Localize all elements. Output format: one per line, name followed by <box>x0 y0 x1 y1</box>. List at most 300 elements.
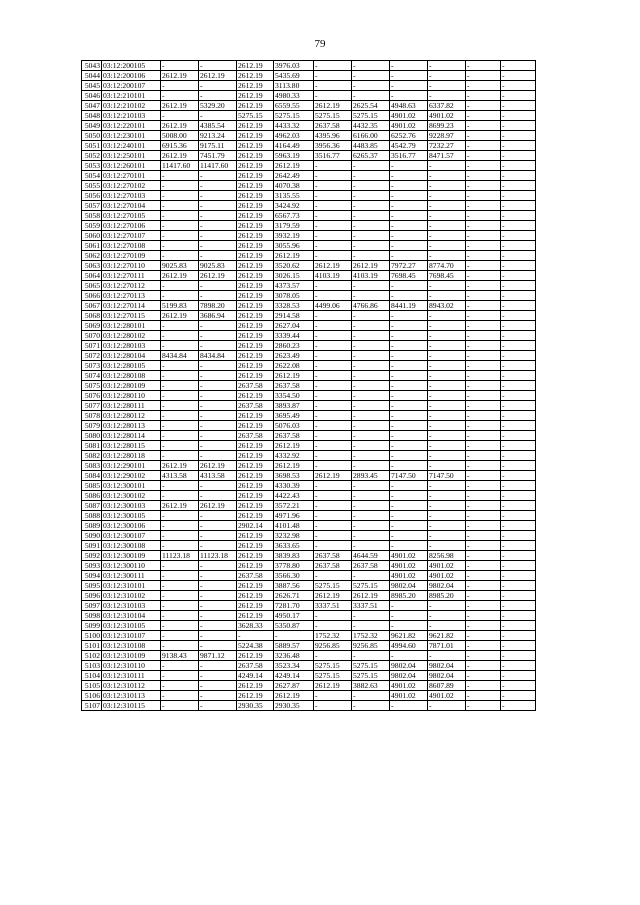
value-cell: - <box>466 181 501 191</box>
value-cell: - <box>501 551 536 561</box>
value-cell: 9228.97 <box>428 131 466 141</box>
table-row <box>82 91 536 101</box>
value-cell: - <box>314 181 352 191</box>
value-cell: 2612.19 <box>237 351 274 361</box>
value-cell: - <box>466 671 501 681</box>
value-cell: 7281.70 <box>274 601 314 611</box>
value-cell: - <box>428 491 466 501</box>
value-cell: - <box>314 91 352 101</box>
row-id-cell: 5083 <box>82 461 102 471</box>
value-cell: - <box>428 161 466 171</box>
table-row <box>82 481 536 491</box>
value-cell: - <box>428 521 466 531</box>
value-cell: - <box>390 611 428 621</box>
value-cell: - <box>314 321 352 331</box>
value-cell: 3566.30 <box>274 571 314 581</box>
value-cell: 4901.02 <box>390 691 428 701</box>
value-cell: 2612.19 <box>274 371 314 381</box>
value-cell: 2612.19 <box>237 361 274 371</box>
value-cell: - <box>466 441 501 451</box>
table-row <box>82 611 536 621</box>
value-cell: 2612.19 <box>314 681 352 691</box>
value-cell: - <box>390 411 428 421</box>
value-cell: - <box>352 351 390 361</box>
value-cell: 3976.03 <box>274 61 314 71</box>
row-id-cell: 5073 <box>82 361 102 371</box>
value-cell: - <box>501 691 536 701</box>
table-row <box>82 691 536 701</box>
table-row <box>82 591 536 601</box>
value-cell: - <box>390 81 428 91</box>
value-cell: 2612.19 <box>161 151 199 161</box>
table-row <box>82 141 536 151</box>
value-cell: - <box>501 531 536 541</box>
value-cell: - <box>352 391 390 401</box>
value-cell: - <box>314 411 352 421</box>
table-row <box>82 171 536 181</box>
code-cell: 03:12:300103 <box>102 501 161 511</box>
code-cell: 03:12:280112 <box>102 411 161 421</box>
table-row <box>82 571 536 581</box>
value-cell: - <box>466 431 501 441</box>
value-cell: - <box>390 91 428 101</box>
value-cell: 2622.08 <box>274 361 314 371</box>
table-row <box>82 431 536 441</box>
value-cell: 11123.18 <box>161 551 199 561</box>
value-cell: 7871.01 <box>428 641 466 651</box>
value-cell: - <box>314 501 352 511</box>
value-cell: - <box>352 71 390 81</box>
value-cell: - <box>352 491 390 501</box>
value-cell: - <box>314 651 352 661</box>
value-cell: - <box>390 221 428 231</box>
value-cell: - <box>199 221 237 231</box>
value-cell: - <box>352 611 390 621</box>
code-cell: 03:12:280104 <box>102 351 161 361</box>
value-cell: - <box>428 611 466 621</box>
value-cell: - <box>501 291 536 301</box>
code-cell: 03:12:300108 <box>102 541 161 551</box>
value-cell: - <box>466 491 501 501</box>
value-cell: - <box>161 641 199 651</box>
code-cell: 03:12:200107 <box>102 81 161 91</box>
row-id-cell: 5064 <box>82 271 102 281</box>
value-cell: - <box>428 371 466 381</box>
value-cell: 7698.45 <box>390 271 428 281</box>
value-cell: 8985.20 <box>390 591 428 601</box>
value-cell: - <box>428 541 466 551</box>
value-cell: - <box>501 431 536 441</box>
value-cell: - <box>501 281 536 291</box>
value-cell: 4422.43 <box>274 491 314 501</box>
value-cell: 2612.19 <box>237 271 274 281</box>
code-cell: 03:12:270110 <box>102 261 161 271</box>
value-cell: - <box>501 241 536 251</box>
value-cell: - <box>161 431 199 441</box>
value-cell: 3932.19 <box>274 231 314 241</box>
table-row <box>82 551 536 561</box>
value-cell: - <box>501 391 536 401</box>
code-cell: 03:12:310110 <box>102 661 161 671</box>
row-id-cell: 5063 <box>82 261 102 271</box>
value-cell: - <box>352 91 390 101</box>
value-cell: - <box>352 221 390 231</box>
value-cell: - <box>501 481 536 491</box>
code-cell: 03:12:300109 <box>102 551 161 561</box>
table-row <box>82 201 536 211</box>
row-id-cell: 5061 <box>82 241 102 251</box>
value-cell: - <box>501 631 536 641</box>
value-cell: - <box>428 351 466 361</box>
row-id-cell: 5054 <box>82 171 102 181</box>
value-cell: - <box>466 401 501 411</box>
value-cell: 6567.73 <box>274 211 314 221</box>
value-cell: - <box>466 241 501 251</box>
row-id-cell: 5085 <box>82 481 102 491</box>
value-cell: - <box>501 461 536 471</box>
table-row <box>82 111 536 121</box>
value-cell: - <box>466 311 501 321</box>
table-row <box>82 401 536 411</box>
value-cell: - <box>314 461 352 471</box>
value-cell: - <box>501 511 536 521</box>
table-row <box>82 351 536 361</box>
value-cell: 8434.84 <box>161 351 199 361</box>
value-cell: 4433.32 <box>274 121 314 131</box>
row-id-cell: 5072 <box>82 351 102 361</box>
value-cell: - <box>428 211 466 221</box>
value-cell: - <box>352 481 390 491</box>
code-cell: 03:12:270101 <box>102 171 161 181</box>
value-cell: 2612.19 <box>237 71 274 81</box>
row-id-cell: 5088 <box>82 511 102 521</box>
value-cell: - <box>161 451 199 461</box>
value-cell: 2612.19 <box>352 591 390 601</box>
row-id-cell: 5093 <box>82 561 102 571</box>
value-cell: 4332.92 <box>274 451 314 461</box>
value-cell: 2612.19 <box>161 311 199 321</box>
row-id-cell: 5071 <box>82 341 102 351</box>
value-cell: - <box>466 121 501 131</box>
row-id-cell: 5053 <box>82 161 102 171</box>
value-cell: 2612.19 <box>237 681 274 691</box>
value-cell: - <box>199 671 237 681</box>
value-cell: - <box>390 431 428 441</box>
value-cell: - <box>314 521 352 531</box>
value-cell: 5275.15 <box>352 671 390 681</box>
value-cell: - <box>501 611 536 621</box>
value-cell: - <box>199 361 237 371</box>
value-cell: - <box>390 381 428 391</box>
value-cell: - <box>314 401 352 411</box>
value-cell: 2612.19 <box>237 131 274 141</box>
code-cell: 03:12:210101 <box>102 91 161 101</box>
value-cell: 2612.19 <box>199 271 237 281</box>
value-cell: - <box>501 111 536 121</box>
value-cell: - <box>161 491 199 501</box>
row-id-cell: 5106 <box>82 691 102 701</box>
table-row <box>82 151 536 161</box>
value-cell: 2637.58 <box>237 571 274 581</box>
value-cell: - <box>501 641 536 651</box>
value-cell: 4766.86 <box>352 301 390 311</box>
value-cell: 4948.63 <box>390 101 428 111</box>
value-cell: 3698.53 <box>274 471 314 481</box>
value-cell: - <box>161 201 199 211</box>
value-cell: - <box>314 81 352 91</box>
row-id-cell: 5075 <box>82 381 102 391</box>
value-cell: - <box>314 61 352 71</box>
value-cell: - <box>466 351 501 361</box>
row-id-cell: 5087 <box>82 501 102 511</box>
value-cell: 5008.00 <box>161 131 199 141</box>
value-cell: 3695.49 <box>274 411 314 421</box>
code-cell: 03:12:300106 <box>102 521 161 531</box>
value-cell: 4249.14 <box>237 671 274 681</box>
row-id-cell: 5094 <box>82 571 102 581</box>
value-cell: - <box>390 251 428 261</box>
value-cell: - <box>466 691 501 701</box>
code-cell: 03:12:280103 <box>102 341 161 351</box>
value-cell: 3516.77 <box>314 151 352 161</box>
value-cell: 3686.94 <box>199 311 237 321</box>
value-cell: - <box>199 481 237 491</box>
value-cell: 2612.19 <box>274 691 314 701</box>
value-cell: - <box>199 641 237 651</box>
value-cell: - <box>501 201 536 211</box>
row-id-cell: 5095 <box>82 581 102 591</box>
value-cell: 9802.04 <box>390 671 428 681</box>
value-cell: 9802.04 <box>390 581 428 591</box>
value-cell: - <box>314 701 352 711</box>
value-cell: - <box>501 591 536 601</box>
code-cell: 03:12:300101 <box>102 481 161 491</box>
value-cell: - <box>199 661 237 671</box>
value-cell: - <box>161 581 199 591</box>
code-cell: 03:12:270102 <box>102 181 161 191</box>
value-cell: 2612.19 <box>237 181 274 191</box>
value-cell: - <box>501 661 536 671</box>
value-cell: 9256.85 <box>352 641 390 651</box>
value-cell: - <box>466 131 501 141</box>
value-cell: 3424.92 <box>274 201 314 211</box>
value-cell: 7147.50 <box>428 471 466 481</box>
value-cell: 4101.48 <box>274 521 314 531</box>
value-cell: 2612.19 <box>237 281 274 291</box>
code-cell: 03:12:220101 <box>102 121 161 131</box>
value-cell: 4971.96 <box>274 511 314 521</box>
value-cell: 9025.83 <box>199 261 237 271</box>
table-body <box>82 61 536 711</box>
value-cell: - <box>390 651 428 661</box>
value-cell: - <box>390 421 428 431</box>
value-cell: - <box>466 341 501 351</box>
row-id-cell: 5098 <box>82 611 102 621</box>
value-cell: - <box>390 701 428 711</box>
code-cell: 03:12:300105 <box>102 511 161 521</box>
value-cell: 3354.50 <box>274 391 314 401</box>
code-cell: 03:12:310109 <box>102 651 161 661</box>
value-cell: 4313.58 <box>199 471 237 481</box>
value-cell: - <box>314 331 352 341</box>
value-cell: 3628.33 <box>237 621 274 631</box>
value-cell: 2612.19 <box>274 461 314 471</box>
value-cell: - <box>352 311 390 321</box>
value-cell: 2612.19 <box>274 161 314 171</box>
value-cell: 4901.02 <box>428 111 466 121</box>
value-cell: - <box>466 611 501 621</box>
table-row <box>82 311 536 321</box>
value-cell: - <box>466 471 501 481</box>
value-cell: 5435.69 <box>274 71 314 81</box>
value-cell: - <box>428 171 466 181</box>
table-row <box>82 461 536 471</box>
value-cell: - <box>466 681 501 691</box>
value-cell: - <box>466 261 501 271</box>
value-cell: - <box>161 671 199 681</box>
value-cell: - <box>161 241 199 251</box>
value-cell: 2612.19 <box>237 91 274 101</box>
value-cell: - <box>428 531 466 541</box>
value-cell: - <box>466 171 501 181</box>
value-cell: 11417.60 <box>199 161 237 171</box>
value-cell: - <box>199 181 237 191</box>
value-cell: - <box>352 331 390 341</box>
value-cell: - <box>314 171 352 181</box>
value-cell: - <box>501 301 536 311</box>
value-cell: - <box>428 421 466 431</box>
value-cell: - <box>352 521 390 531</box>
value-cell: - <box>161 571 199 581</box>
value-cell: - <box>199 211 237 221</box>
value-cell: 9621.82 <box>390 631 428 641</box>
value-cell: 8607.89 <box>428 681 466 691</box>
table-row <box>82 321 536 331</box>
value-cell: - <box>314 361 352 371</box>
value-cell: - <box>501 491 536 501</box>
value-cell: - <box>466 151 501 161</box>
row-id-cell: 5100 <box>82 631 102 641</box>
value-cell: - <box>161 371 199 381</box>
value-cell: - <box>390 541 428 551</box>
value-cell: - <box>390 291 428 301</box>
value-cell: - <box>161 521 199 531</box>
value-cell: 4994.60 <box>390 641 428 651</box>
code-cell: 03:12:270114 <box>102 301 161 311</box>
value-cell: 2612.19 <box>237 371 274 381</box>
value-cell: - <box>428 341 466 351</box>
value-cell: - <box>390 491 428 501</box>
value-cell: - <box>428 501 466 511</box>
value-cell: - <box>466 141 501 151</box>
value-cell: - <box>161 631 199 641</box>
value-cell: - <box>314 571 352 581</box>
value-cell: - <box>390 371 428 381</box>
value-cell: - <box>466 391 501 401</box>
value-cell: 2612.19 <box>314 261 352 271</box>
value-cell: 3887.56 <box>274 581 314 591</box>
value-cell: - <box>466 631 501 641</box>
code-cell: 03:12:240101 <box>102 141 161 151</box>
value-cell: 1752.32 <box>314 631 352 641</box>
row-id-cell: 5051 <box>82 141 102 151</box>
value-cell: - <box>501 581 536 591</box>
value-cell: 5199.83 <box>161 301 199 311</box>
table-row <box>82 291 536 301</box>
code-cell: 03:12:310101 <box>102 581 161 591</box>
value-cell: 2627.87 <box>274 681 314 691</box>
value-cell: 4103.19 <box>314 271 352 281</box>
table-row <box>82 131 536 141</box>
table-row <box>82 561 536 571</box>
value-cell: - <box>314 281 352 291</box>
table-row <box>82 451 536 461</box>
code-cell: 03:12:280108 <box>102 371 161 381</box>
table-row <box>82 221 536 231</box>
value-cell: 4385.54 <box>199 121 237 131</box>
value-cell: - <box>466 361 501 371</box>
value-cell: 7972.27 <box>390 261 428 271</box>
value-cell: - <box>352 241 390 251</box>
value-cell: 5889.57 <box>274 641 314 651</box>
value-cell: - <box>161 661 199 671</box>
value-cell: 3572.21 <box>274 501 314 511</box>
value-cell: - <box>199 231 237 241</box>
value-cell: - <box>161 411 199 421</box>
value-cell: - <box>199 251 237 261</box>
value-cell: 2612.19 <box>237 561 274 571</box>
value-cell: - <box>199 631 237 641</box>
value-cell: - <box>199 201 237 211</box>
value-cell: - <box>161 231 199 241</box>
value-cell: - <box>466 381 501 391</box>
table-row <box>82 381 536 391</box>
value-cell: - <box>161 611 199 621</box>
code-cell: 03:12:200106 <box>102 71 161 81</box>
value-cell: - <box>161 381 199 391</box>
value-cell: - <box>352 81 390 91</box>
value-cell: - <box>466 571 501 581</box>
value-cell: - <box>466 651 501 661</box>
value-cell: - <box>161 621 199 631</box>
value-cell: - <box>199 601 237 611</box>
value-cell: - <box>466 271 501 281</box>
table-row <box>82 651 536 661</box>
value-cell: - <box>428 401 466 411</box>
value-cell: 2637.58 <box>314 121 352 131</box>
value-cell: 2626.71 <box>274 591 314 601</box>
value-cell: - <box>352 401 390 411</box>
row-id-cell: 5091 <box>82 541 102 551</box>
row-id-cell: 5047 <box>82 101 102 111</box>
value-cell: 3778.80 <box>274 561 314 571</box>
row-id-cell: 5066 <box>82 291 102 301</box>
value-cell: 2612.19 <box>237 241 274 251</box>
value-cell: - <box>466 371 501 381</box>
table-row <box>82 81 536 91</box>
value-cell: 4901.02 <box>390 681 428 691</box>
value-cell: 3179.59 <box>274 221 314 231</box>
value-cell: 2612.19 <box>161 71 199 81</box>
row-id-cell: 5080 <box>82 431 102 441</box>
value-cell: - <box>314 161 352 171</box>
value-cell: 2893.45 <box>352 471 390 481</box>
code-cell: 03:12:290101 <box>102 461 161 471</box>
value-cell: 3055.96 <box>274 241 314 251</box>
value-cell: 2637.58 <box>314 561 352 571</box>
code-cell: 03:12:310111 <box>102 671 161 681</box>
code-cell: 03:12:300111 <box>102 571 161 581</box>
